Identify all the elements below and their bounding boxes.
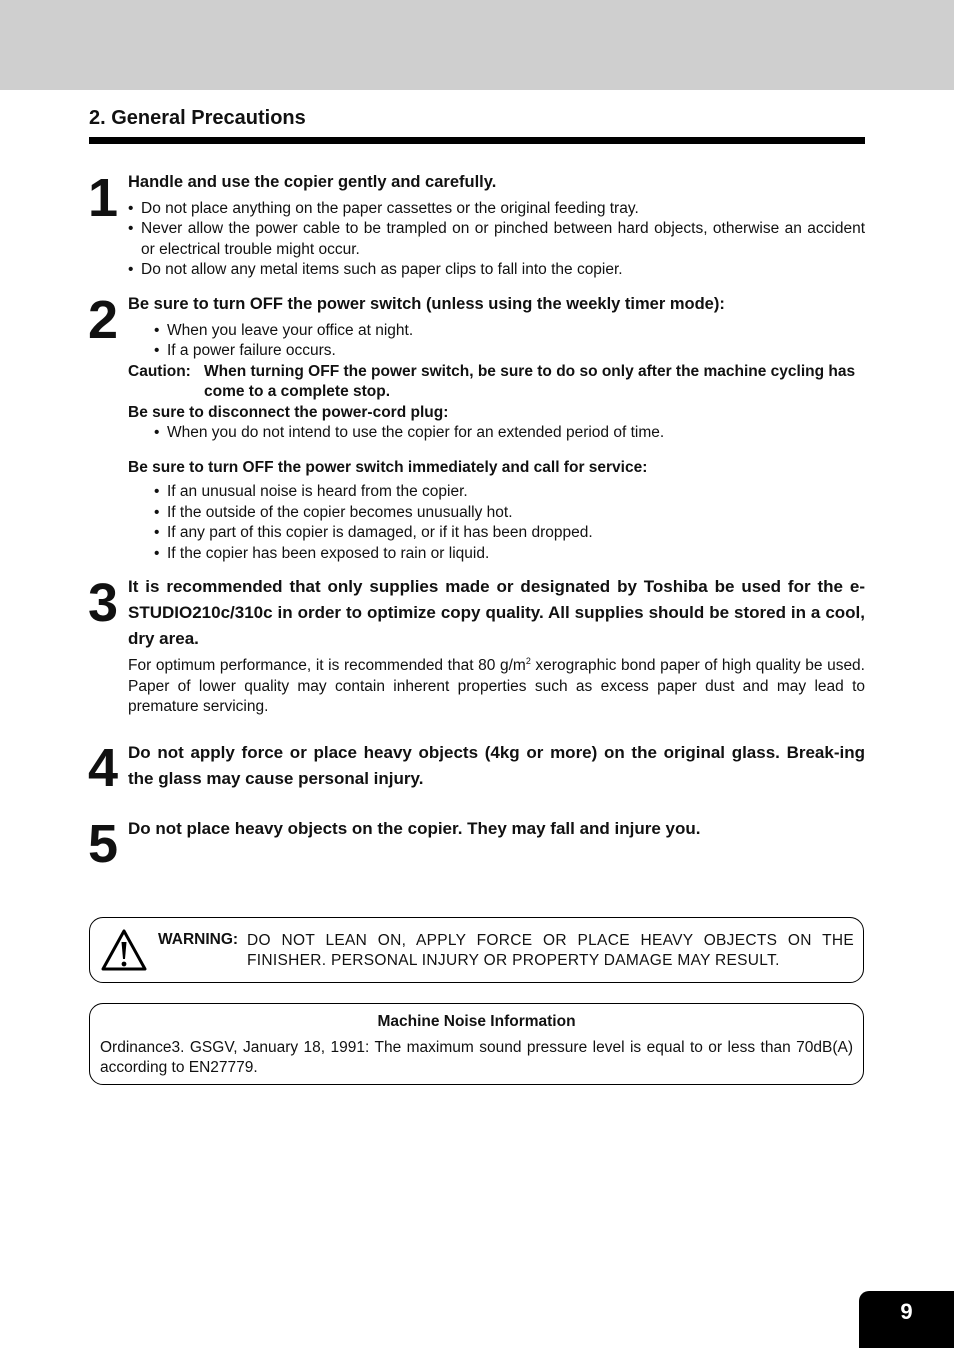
list-item: • If any part of this copier is damaged, or if it has been dropped. [154, 523, 865, 544]
step-3-paragraph [128, 656, 865, 718]
warning-triangle-icon [100, 928, 148, 972]
section-title: 2. General Precautions [89, 107, 306, 129]
step-5-heading: Do not place heavy objects on the copier. They may fall and injure you. [128, 819, 701, 838]
warning-text: DO NOT LEAN ON, APPLY FORCE OR PLACE HEAVY OBJECTS ON THE FINISHER. PERSONAL INJURY OR PROPERTY DAMAGE MAY RESULT. [247, 932, 854, 969]
superscript: 2 [525, 655, 531, 666]
step-number-2: 2 [88, 290, 118, 350]
caution-note [128, 362, 865, 403]
step-2 [128, 294, 865, 564]
step-number-4: 4 [88, 738, 118, 798]
para-text: xerographic bond paper of high quality be used. Paper of lower quality may contain inherent properties such as excess paper dust and may lead to premature servicing. [128, 657, 865, 715]
caution-text: When turning OFF the power switch, be sure to do so only after the machine cycling has come to a complete stop. [204, 362, 856, 400]
list-item: • When you do not intend to use the copier for an extended period of time. [154, 423, 865, 444]
noise-info-text: Ordinance3. GSGV, January 18, 1991: The maximum sound pressure level is equal to or less than 70dB(A) according to EN27779. [100, 1039, 853, 1076]
section-rule [89, 137, 865, 144]
page-number: 9 [900, 1299, 913, 1324]
step-number-1: 1 [88, 168, 118, 228]
step-3-heading: It is recommended that only supplies made or designated by Toshiba be used for the e-STUDIO210c/310c in order to optimize copy quality. All supplies should be stored in a cool, dry area. [128, 577, 865, 648]
caution-label: Caution: [128, 362, 191, 380]
noise-info-title: Machine Noise Information [377, 1013, 576, 1030]
subheading-disconnect: Be sure to disconnect the power-cord plug: [128, 403, 449, 421]
list-item: • Never allow the power cable to be trampled on or pinched between hard objects, otherwise an accident or electrical trouble might occur. [128, 219, 865, 260]
para-text: For optimum performance, it is recommended that 80 g/m [128, 657, 526, 674]
list-item: • Do not place anything on the paper cassettes or the original feeding tray. [128, 199, 865, 220]
step-5 [128, 816, 865, 842]
step-number-3: 3 [88, 573, 118, 633]
list-item: • When you leave your office at night. [154, 321, 865, 342]
step-1 [128, 172, 865, 281]
step-number-5: 5 [88, 814, 118, 874]
header-band [0, 0, 954, 90]
noise-info-box [89, 1003, 864, 1085]
page-number-tab [859, 1291, 954, 1348]
step-4 [128, 740, 865, 792]
list-item: • If the copier has been exposed to rain or liquid. [154, 544, 865, 565]
list-item: • Do not allow any metal items such as paper clips to fall into the copier. [128, 260, 865, 281]
step-3 [128, 574, 865, 718]
warning-box [89, 917, 864, 983]
subheading-service: Be sure to turn OFF the power switch immediately and call for service: [128, 458, 648, 476]
step-4-heading: Do not apply force or place heavy objects (4kg or more) on the original glass. Break-ing the glass may cause personal injury. [128, 743, 865, 788]
step-1-heading: Handle and use the copier gently and carefully. [128, 173, 497, 191]
step-2-heading: Be sure to turn OFF the power switch (unless using the weekly timer mode): [128, 295, 725, 313]
warning-label: WARNING: [158, 931, 239, 948]
list-item: • If the outside of the copier becomes unusually hot. [154, 503, 865, 524]
list-item: • If a power failure occurs. [154, 341, 865, 362]
list-item: • If an unusual noise is heard from the copier. [154, 482, 865, 503]
